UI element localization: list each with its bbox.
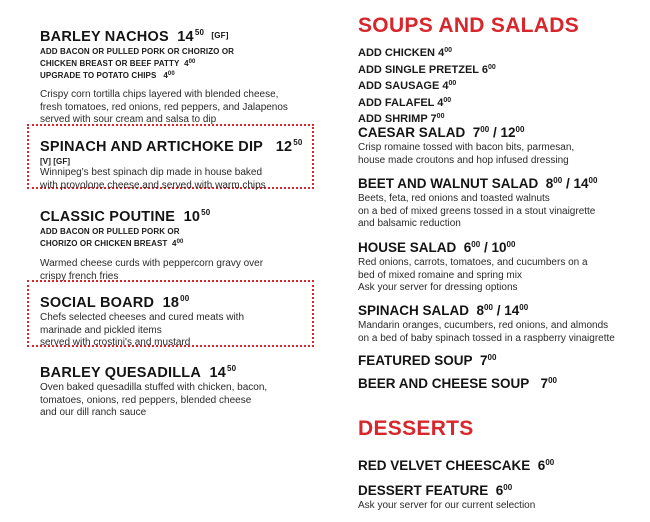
item-price: $14^{50}$	[209, 364, 237, 381]
section-title-soups-salads: SOUPS AND SALADS	[358, 14, 580, 37]
menu-item-house-salad: HOUSE SALAD $6^{00} / 10^{00}$ Red onions, carrots, tomatoes, and cucumbers on a bed of mixed romaine and spring mix Ask your server for dressing options	[358, 237, 643, 295]
item-description: Warmed cheese curds with peppercorn gravy over crispy french fries	[40, 258, 264, 282]
menu-item-beer-cheese-soup: BEER AND CHEESE SOUP $7^{00}$	[358, 376, 557, 391]
addon-list: ADD CHICKEN $4^{00}$ ADD SINGLE PRETZEL $6^{00}$ ADD SAUSAGE $4^{00}$ ADD FALAFEL $4^{00}$ ADD SHRIMP $7^{00}$	[358, 47, 496, 125]
menu-item-red-velvet-cheesecake: RED VELVET CHEESCAKE $6^{00}$	[358, 458, 555, 473]
item-price: $14^{50}$	[177, 28, 205, 45]
addon-list: ADD BACON OR PULLED PORK OR CHORIZO OR CHICKEN BREAST $4^{00}$	[40, 227, 184, 248]
menu-item-spinach-artichoke-dip	[40, 134, 305, 192]
menu-item-social-board	[40, 290, 305, 350]
item-name: BARLEY QUESADILLA	[40, 365, 202, 381]
item-description: Winnipeg's best spinach dip made in house baked with provolone cheese and served with warm chips	[40, 167, 266, 191]
item-description: Chefs selected cheeses and cured meats with marinade and pickled items served with crostini's and mustard	[40, 312, 244, 348]
item-name: SOCIAL BOARD	[40, 295, 155, 311]
menu-item-dessert-feature: DESSERT FEATURE $6^{00}$ Ask your server for our current selection	[358, 480, 643, 513]
dietary-tag: [GF]	[211, 31, 229, 40]
menu-item-featured-soup: FEATURED SOUP $7^{00}$	[358, 353, 497, 368]
menu-item-barley-quesadilla	[40, 360, 305, 420]
item-description: Oven baked quesadilla stuffed with chicken, bacon, tomatoes, onions, red peppers, blended cheese and our dill ranch sauce	[40, 382, 268, 418]
item-price: $10^{50}$	[183, 208, 211, 225]
menu-item-barley-nachos	[40, 24, 305, 127]
menu-item-classic-poutine	[40, 204, 305, 283]
item-description: Crispy corn tortilla chips layered with blended cheese, fresh tomatoes, red onions, red peppers, and Jalapenos served with sour cream and salsa to dip	[40, 89, 288, 125]
menu-item-caesar-salad: CAESAR SALAD $7^{00} / 12^{00}$ Crisp romaine tossed with bacon bits, parmesan, house made croutons and hop infused dressing	[358, 122, 643, 167]
item-description: Crisp romaine tossed with bacon bits, parmesan, house made croutons and hop infused dressing	[358, 142, 575, 166]
item-description: Beets, feta, red onions and toasted walnuts on a bed of mixed greens tossed in a stout vinaigrette and balsamic reduction	[358, 193, 596, 229]
menu-item-beet-walnut-salad: BEET AND WALNUT SALAD $8^{00} / 14^{00}$ Beets, feta, red onions and toasted walnuts on a bed of mixed greens tossed in a stout vinaigrette and balsamic reduction	[358, 173, 643, 231]
item-price: $18^{00}$	[162, 294, 190, 311]
section-title-desserts: DESSERTS	[358, 417, 474, 440]
item-description: Mandarin oranges, cucumbers, red onions, and almonds on a bed of baby spinach tossed in a raspberry vinaigrette	[358, 320, 615, 344]
addon-list: ADD BACON OR PULLED PORK OR CHORIZO OR CHICKEN BREAST OR BEEF PATTY $4^{00}$ UPGRADE TO POTATO CHIPS $4^{00}$	[40, 47, 235, 80]
item-name: SPINACH AND ARTICHOKE DIP	[40, 139, 264, 155]
menu-item-spinach-salad: SPINACH SALAD $8^{00} / 14^{00}$ Mandarin oranges, cucumbers, red onions, and almonds on a bed of baby spinach tossed in a raspberry vinaigrette	[358, 300, 643, 345]
item-description: Ask your server for our current selection	[358, 500, 536, 511]
item-description: Red onions, carrots, tomatoes, and cucumbers on a bed of mixed romaine and spring mix Ask your server for dressing options	[358, 257, 588, 293]
item-price: $12^{50}$	[275, 138, 303, 155]
dietary-tag: [V] [GF]	[40, 157, 71, 166]
item-name: BARLEY NACHOS	[40, 29, 169, 45]
item-name: CLASSIC POUTINE	[40, 209, 176, 225]
